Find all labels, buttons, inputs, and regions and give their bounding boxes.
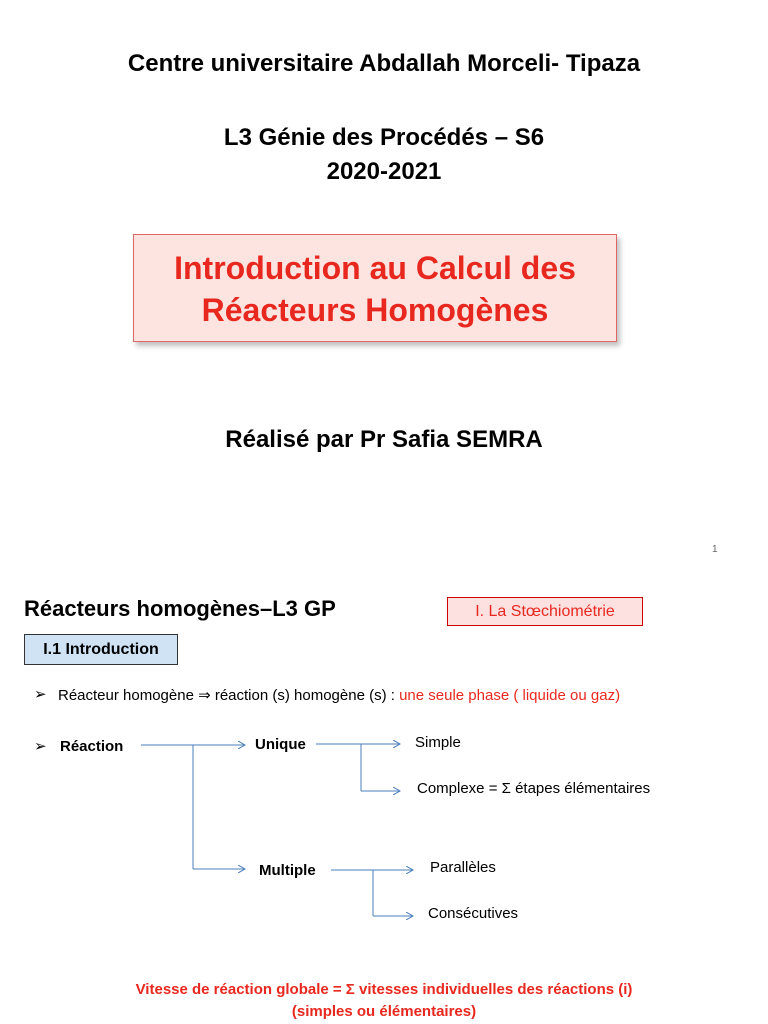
program-name: L3 Génie des Procédés – S6 — [223, 124, 545, 151]
subsection-badge: I.1 Introduction — [24, 634, 178, 665]
bullet-marker-2: ➢ — [34, 738, 47, 755]
tree-unique: Unique — [255, 736, 306, 753]
tree-complexe: Complexe = Σ étapes élémentaires — [417, 780, 651, 797]
footer-line-2: (simples ou élémentaires) — [291, 1003, 477, 1020]
course-title-line1: Introduction au Calcul des — [174, 250, 576, 286]
tree-simple: Simple — [415, 734, 461, 751]
bullet1-red-text: une seule phase ( liquide ou gaz) — [399, 687, 621, 704]
section-badge: I. La Stœchiométrie — [447, 597, 643, 626]
academic-year: 2020-2021 — [326, 158, 442, 185]
tree-consecutives: Consécutives — [428, 905, 519, 922]
tree-paralleles: Parallèles — [430, 859, 496, 876]
bullet1-text: Réacteur homogène ⇒ réaction (s) homogène (s) : — [58, 687, 395, 704]
tree-multiple: Multiple — [259, 862, 316, 879]
footer-line-1: Vitesse de réaction globale = Σ vitesses individuelles des réactions (i) — [135, 981, 633, 998]
author-line: Réalisé par Pr Safia SEMRA — [225, 426, 543, 453]
reaction-label: Réaction — [60, 738, 124, 755]
page-number: 1 — [712, 544, 718, 555]
course-title-line2: Réacteurs Homogènes — [201, 292, 549, 328]
slide-title: Réacteurs homogènes–L3 GP — [24, 596, 336, 621]
institution-name: Centre universitaire Abdallah Morceli- Tipaza — [127, 50, 641, 77]
bullet-marker-1: ➢ — [34, 686, 47, 703]
